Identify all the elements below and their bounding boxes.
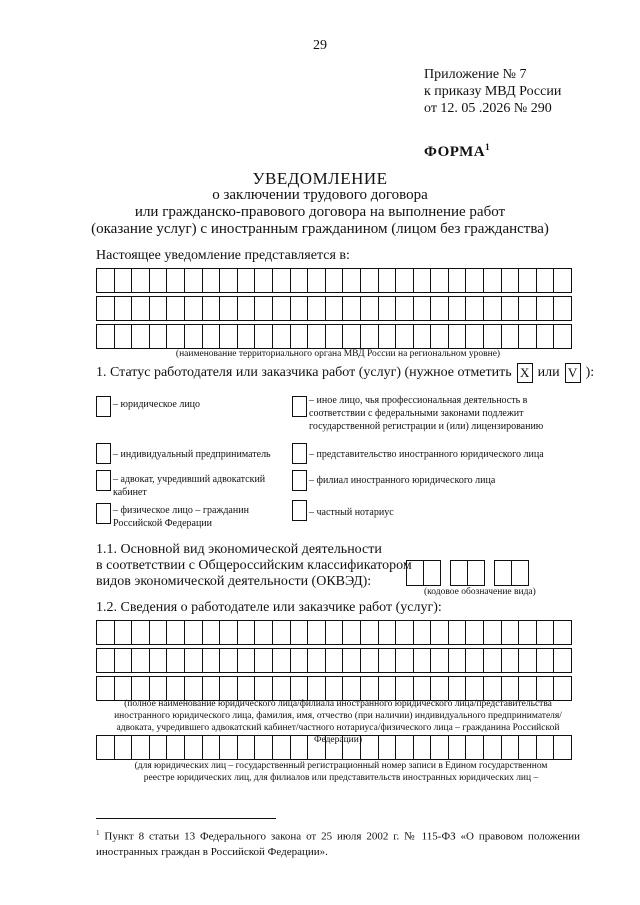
section1-label: 1. Статус работодателя или заказчика работ (услуг) (нужное отметить bbox=[96, 365, 512, 380]
grid-cell[interactable] bbox=[360, 620, 379, 645]
grid-cell[interactable] bbox=[149, 296, 168, 321]
grid-cell[interactable] bbox=[307, 296, 326, 321]
grid-cell[interactable] bbox=[254, 268, 273, 293]
form-label-text: ФОРМА bbox=[424, 144, 486, 160]
grid-cell[interactable] bbox=[166, 620, 185, 645]
grid-cell[interactable] bbox=[430, 268, 449, 293]
grid-cell[interactable] bbox=[536, 620, 555, 645]
grid-cell[interactable] bbox=[131, 735, 150, 760]
grid-cell[interactable] bbox=[290, 620, 309, 645]
registration-caption: (для юридических лиц – государственный регистрационный номер записи в Едином государственном реестре юридических лиц, для филиалов или представительств иностранных юридических лиц – bbox=[134, 761, 548, 783]
grid-cell[interactable] bbox=[430, 620, 449, 645]
footnote-separator bbox=[96, 818, 276, 819]
footnote bbox=[96, 826, 580, 860]
grid-cell[interactable] bbox=[272, 620, 291, 645]
grid-cell[interactable] bbox=[325, 296, 344, 321]
grid-cell[interactable] bbox=[96, 296, 115, 321]
grid-cell[interactable] bbox=[307, 648, 326, 673]
grid-cell[interactable] bbox=[184, 735, 203, 760]
grid-cell[interactable] bbox=[166, 735, 185, 760]
grid-cell[interactable] bbox=[501, 324, 520, 349]
mark-x-example: X bbox=[517, 363, 533, 383]
grid-cell[interactable] bbox=[501, 735, 520, 760]
grid-cell[interactable] bbox=[272, 296, 291, 321]
section11-line1: 1.1. Основной вид экономической деятельности bbox=[96, 542, 382, 557]
grid-cell[interactable] bbox=[483, 324, 502, 349]
grid-cell[interactable] bbox=[131, 620, 150, 645]
grid-cell[interactable] bbox=[518, 735, 537, 760]
grid-cell[interactable] bbox=[518, 648, 537, 673]
grid-cell[interactable] bbox=[131, 648, 150, 673]
section12-label: 1.2. Сведения о работодателе или заказчике работ (услуг): bbox=[96, 600, 442, 615]
grid-cell[interactable] bbox=[290, 324, 309, 349]
grid-cell[interactable] bbox=[202, 620, 221, 645]
grid-cell[interactable] bbox=[536, 648, 555, 673]
status-other-person-label: – иное лицо, чья профессиональная деятельность в соответствии с федеральными законами подлежит государственной регистрации и (или) лицензированию bbox=[309, 395, 544, 432]
grid-cell[interactable] bbox=[131, 296, 150, 321]
grid-cell[interactable] bbox=[360, 735, 379, 760]
grid-cell[interactable] bbox=[290, 648, 309, 673]
grid-cell[interactable] bbox=[131, 324, 150, 349]
grid-cell[interactable] bbox=[553, 620, 572, 645]
grid-cell[interactable] bbox=[360, 648, 379, 673]
grid-cell[interactable] bbox=[448, 324, 467, 349]
grid-cell[interactable] bbox=[114, 648, 133, 673]
grid-cell[interactable] bbox=[518, 296, 537, 321]
grid-cell[interactable] bbox=[395, 648, 414, 673]
grid-cell[interactable] bbox=[483, 268, 502, 293]
grid-cell[interactable] bbox=[430, 735, 449, 760]
territorial-organ-grid[interactable] bbox=[96, 268, 571, 349]
grid-cell[interactable] bbox=[254, 296, 273, 321]
grid-row[interactable] bbox=[96, 268, 571, 293]
section11-line3: видов экономической деятельности (ОКВЭД): bbox=[96, 574, 372, 589]
grid-cell[interactable] bbox=[448, 735, 467, 760]
status-representative-office-checkbox[interactable] bbox=[292, 443, 307, 464]
grid-cell[interactable] bbox=[202, 648, 221, 673]
grid-cell[interactable] bbox=[202, 735, 221, 760]
grid-cell[interactable] bbox=[413, 648, 432, 673]
grid-cell[interactable] bbox=[114, 296, 133, 321]
grid-cell[interactable] bbox=[149, 324, 168, 349]
grid-cell[interactable] bbox=[378, 648, 397, 673]
grid-cell[interactable] bbox=[114, 735, 133, 760]
section11-label bbox=[96, 542, 412, 590]
grid-cell[interactable] bbox=[272, 268, 291, 293]
grid-cell[interactable] bbox=[184, 620, 203, 645]
grid-cell[interactable] bbox=[465, 324, 484, 349]
submitted-to-label: Настоящее уведомление представляется в: bbox=[96, 248, 350, 263]
grid-cell[interactable] bbox=[184, 324, 203, 349]
page-number: 29 bbox=[313, 38, 327, 53]
grid-cell[interactable] bbox=[166, 296, 185, 321]
status-other-person-checkbox[interactable] bbox=[292, 396, 307, 417]
grid-row[interactable] bbox=[96, 648, 571, 673]
document-title bbox=[0, 170, 640, 238]
grid-cell[interactable] bbox=[96, 268, 115, 293]
grid-cell[interactable] bbox=[307, 735, 326, 760]
title-main: УВЕДОМЛЕНИЕ bbox=[252, 169, 388, 188]
status-legal-entity-label: – юридическое лицо bbox=[113, 399, 201, 410]
okved-code-field[interactable] bbox=[406, 560, 528, 586]
grid-cell[interactable] bbox=[395, 296, 414, 321]
grid-cell[interactable] bbox=[448, 620, 467, 645]
grid-cell[interactable] bbox=[202, 296, 221, 321]
grid-cell[interactable] bbox=[272, 324, 291, 349]
grid-cell[interactable] bbox=[342, 268, 361, 293]
grid-cell[interactable] bbox=[237, 324, 256, 349]
grid-cell[interactable] bbox=[272, 648, 291, 673]
grid-cell[interactable] bbox=[237, 735, 256, 760]
okved-cell[interactable] bbox=[511, 560, 529, 586]
grid-cell[interactable] bbox=[96, 735, 115, 760]
grid-cell[interactable] bbox=[131, 268, 150, 293]
okved-caption: (кодовое обозначение вида) bbox=[424, 587, 536, 597]
section1-label-end: ): bbox=[585, 365, 595, 380]
grid-cell[interactable] bbox=[553, 268, 572, 293]
status-branch-label: – филиал иностранного юридического лица bbox=[309, 475, 496, 486]
appendix-header bbox=[424, 66, 561, 117]
grid-cell[interactable] bbox=[465, 648, 484, 673]
grid-cell[interactable] bbox=[413, 620, 432, 645]
grid-cell[interactable] bbox=[254, 620, 273, 645]
grid-cell[interactable] bbox=[378, 620, 397, 645]
grid-cell[interactable] bbox=[501, 620, 520, 645]
appendix-line3: от 12. 05 .2026 № 290 bbox=[424, 101, 552, 116]
okved-cell[interactable] bbox=[450, 560, 468, 586]
grid-cell[interactable] bbox=[413, 324, 432, 349]
grid-cell[interactable] bbox=[307, 620, 326, 645]
grid-cell[interactable] bbox=[360, 296, 379, 321]
grid-cell[interactable] bbox=[219, 648, 238, 673]
grid-cell[interactable] bbox=[149, 648, 168, 673]
grid-cell[interactable] bbox=[448, 268, 467, 293]
okved-cell[interactable] bbox=[467, 560, 485, 586]
grid-cell[interactable] bbox=[219, 268, 238, 293]
grid-cell[interactable] bbox=[483, 648, 502, 673]
grid-cell[interactable] bbox=[219, 296, 238, 321]
grid-cell[interactable] bbox=[166, 268, 185, 293]
grid-cell[interactable] bbox=[430, 296, 449, 321]
grid-cell[interactable] bbox=[536, 268, 555, 293]
grid-cell[interactable] bbox=[378, 268, 397, 293]
okved-cell[interactable] bbox=[406, 560, 424, 586]
grid-cell[interactable] bbox=[553, 735, 572, 760]
grid-cell[interactable] bbox=[465, 735, 484, 760]
grid-cell[interactable] bbox=[378, 735, 397, 760]
mark-v-example: V bbox=[565, 363, 581, 383]
grid-cell[interactable] bbox=[114, 268, 133, 293]
grid-cell[interactable] bbox=[219, 324, 238, 349]
grid-cell[interactable] bbox=[448, 648, 467, 673]
grid-cell[interactable] bbox=[237, 620, 256, 645]
grid-cell[interactable] bbox=[465, 620, 484, 645]
grid-cell[interactable] bbox=[342, 324, 361, 349]
appendix-line1: Приложение № 7 bbox=[424, 67, 527, 82]
grid-cell[interactable] bbox=[325, 648, 344, 673]
grid-cell[interactable] bbox=[307, 268, 326, 293]
employer-name-grid[interactable] bbox=[96, 620, 571, 701]
grid-cell[interactable] bbox=[518, 620, 537, 645]
title-line2: или гражданско-правового договора на выполнение работ bbox=[134, 204, 506, 220]
grid-cell[interactable] bbox=[395, 268, 414, 293]
grid-cell[interactable] bbox=[307, 324, 326, 349]
grid-cell[interactable] bbox=[184, 296, 203, 321]
grid-cell[interactable] bbox=[378, 296, 397, 321]
grid-cell[interactable] bbox=[184, 648, 203, 673]
grid-cell[interactable] bbox=[413, 735, 432, 760]
grid-row[interactable] bbox=[96, 324, 571, 349]
grid-cell[interactable] bbox=[360, 324, 379, 349]
status-representative-office-label: – представительство иностранного юридического лица bbox=[309, 449, 544, 460]
grid-cell[interactable] bbox=[149, 268, 168, 293]
grid-cell[interactable] bbox=[413, 268, 432, 293]
grid-cell[interactable] bbox=[536, 735, 555, 760]
grid-cell[interactable] bbox=[536, 296, 555, 321]
grid-cell[interactable] bbox=[114, 620, 133, 645]
grid-cell[interactable] bbox=[465, 268, 484, 293]
grid-cell[interactable] bbox=[413, 296, 432, 321]
status-lawyer-checkbox[interactable] bbox=[96, 470, 111, 491]
grid-cell[interactable] bbox=[290, 268, 309, 293]
grid-cell[interactable] bbox=[237, 648, 256, 673]
grid-row[interactable] bbox=[96, 296, 571, 321]
grid-cell[interactable] bbox=[501, 648, 520, 673]
grid-cell[interactable] bbox=[237, 296, 256, 321]
form-label bbox=[424, 142, 490, 161]
appendix-line2: к приказу МВД России bbox=[424, 84, 562, 99]
grid-cell[interactable] bbox=[166, 648, 185, 673]
grid-cell[interactable] bbox=[202, 324, 221, 349]
grid-cell[interactable] bbox=[254, 648, 273, 673]
grid-cell[interactable] bbox=[96, 648, 115, 673]
grid-row[interactable] bbox=[96, 735, 571, 760]
grid-cell[interactable] bbox=[114, 324, 133, 349]
grid-cell[interactable] bbox=[325, 620, 344, 645]
status-lawyer-label: – адвокат, учредивший адвокатский кабинет bbox=[113, 474, 266, 498]
grid-cell[interactable] bbox=[342, 296, 361, 321]
grid-cell[interactable] bbox=[501, 268, 520, 293]
grid-cell[interactable] bbox=[272, 735, 291, 760]
mark-or: или bbox=[537, 365, 560, 380]
grid-cell[interactable] bbox=[483, 735, 502, 760]
grid-cell[interactable] bbox=[360, 268, 379, 293]
footnote-text: Пункт 8 статьи 13 Федерального закона от 25 июля 2002 г. № 115-ФЗ «О правовом положении иностранных граждан в Российской Федерации». bbox=[96, 830, 580, 858]
grid-cell[interactable] bbox=[553, 648, 572, 673]
grid-cell[interactable] bbox=[430, 648, 449, 673]
grid-cell[interactable] bbox=[219, 735, 238, 760]
grid-cell[interactable] bbox=[448, 296, 467, 321]
grid-cell[interactable] bbox=[518, 268, 537, 293]
employer-name-caption: (полное наименование юридического лица/филиала иностранного юридического лица/представительства иностранного юридического лица, фамилия, имя, отчество (при наличии) индивидуального предпринимателя/адвоката, учредившего адвокатский кабинет/частного нотариуса/физического лица – гражданина Российской Федерации) bbox=[114, 699, 562, 745]
grid-cell[interactable] bbox=[342, 620, 361, 645]
grid-cell[interactable] bbox=[254, 735, 273, 760]
grid-cell[interactable] bbox=[501, 296, 520, 321]
grid-cell[interactable] bbox=[465, 296, 484, 321]
grid-cell[interactable] bbox=[184, 268, 203, 293]
grid-cell[interactable] bbox=[219, 620, 238, 645]
grid-cell[interactable] bbox=[342, 648, 361, 673]
grid-cell[interactable] bbox=[483, 620, 502, 645]
grid-cell[interactable] bbox=[342, 735, 361, 760]
grid-cell[interactable] bbox=[518, 324, 537, 349]
grid-cell[interactable] bbox=[149, 735, 168, 760]
status-sole-proprietor-checkbox[interactable] bbox=[96, 443, 111, 464]
okved-cell[interactable] bbox=[494, 560, 512, 586]
title-line3: (оказание услуг) с иностранным гражданином (лицом без гражданства) bbox=[91, 221, 549, 237]
status-branch-checkbox[interactable] bbox=[292, 470, 307, 491]
grid-row[interactable] bbox=[96, 620, 571, 645]
grid-cell[interactable] bbox=[325, 735, 344, 760]
grid-cell[interactable] bbox=[254, 324, 273, 349]
grid-cell[interactable] bbox=[553, 324, 572, 349]
status-notary-label: – частный нотариус bbox=[309, 507, 394, 518]
grid-cell[interactable] bbox=[395, 324, 414, 349]
grid-cell[interactable] bbox=[395, 735, 414, 760]
section11-line2: в соответствии с Общероссийским классификатором bbox=[96, 558, 412, 573]
grid-cell[interactable] bbox=[290, 735, 309, 760]
grid-cell[interactable] bbox=[325, 324, 344, 349]
okved-cell[interactable] bbox=[423, 560, 441, 586]
grid-cell[interactable] bbox=[378, 324, 397, 349]
status-individual-label: – физическое лицо – гражданин Российской Федерации bbox=[113, 505, 249, 529]
territorial-caption: (наименование территориального органа МВД России на региональном уровне) bbox=[175, 349, 501, 359]
footnote-mark: 1 bbox=[96, 829, 100, 837]
grid-cell[interactable] bbox=[325, 268, 344, 293]
grid-cell[interactable] bbox=[395, 620, 414, 645]
grid-cell[interactable] bbox=[96, 620, 115, 645]
grid-cell[interactable] bbox=[483, 296, 502, 321]
grid-cell[interactable] bbox=[96, 324, 115, 349]
grid-cell[interactable] bbox=[430, 324, 449, 349]
status-individual-checkbox[interactable] bbox=[96, 503, 111, 524]
title-line1: о заключении трудового договора bbox=[212, 187, 428, 203]
grid-cell[interactable] bbox=[166, 324, 185, 349]
grid-cell[interactable] bbox=[202, 268, 221, 293]
grid-cell[interactable] bbox=[149, 620, 168, 645]
grid-cell[interactable] bbox=[553, 296, 572, 321]
status-sole-proprietor-label: – индивидуальный предприниматель bbox=[113, 449, 271, 460]
grid-cell[interactable] bbox=[290, 296, 309, 321]
grid-cell[interactable] bbox=[536, 324, 555, 349]
grid-cell[interactable] bbox=[237, 268, 256, 293]
form-footnote-mark: 1 bbox=[485, 142, 491, 152]
status-notary-checkbox[interactable] bbox=[292, 500, 307, 521]
section1-heading bbox=[96, 363, 594, 383]
status-legal-entity-checkbox[interactable] bbox=[96, 396, 111, 417]
registration-number-grid[interactable] bbox=[96, 735, 571, 760]
